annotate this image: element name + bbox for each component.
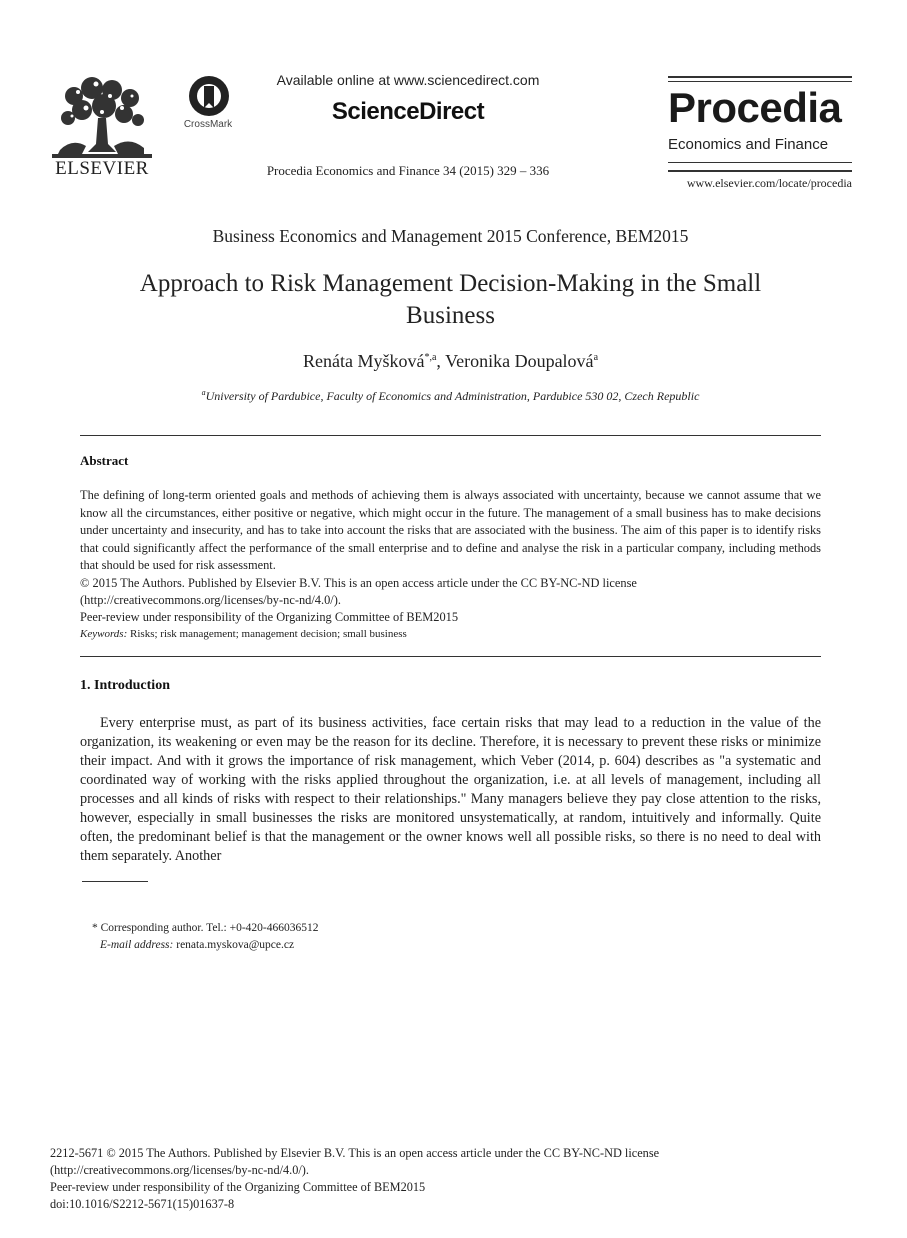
paper-title-line: Business	[406, 302, 495, 329]
affiliation-mark: a	[201, 388, 206, 397]
abstract-heading: Abstract	[80, 453, 129, 468]
keywords	[80, 626, 821, 643]
keywords-list: Risks; risk management; management decision; small business	[127, 628, 407, 640]
author-email	[100, 939, 294, 951]
email-address[interactable]: renata.myskova@upce.cz	[173, 939, 295, 951]
journal-citation: Procedia Economics and Finance 34 (2015) 329 – 336	[266, 163, 550, 178]
sciencedirect-brand[interactable]: ScienceDirect	[331, 98, 485, 125]
affiliation	[80, 388, 821, 404]
introduction-body: Every enterprise must, as part of its business activities, face certain risks that may lead to a reduction in the value of the organization, its weakening or even may be the reason for its decline. Therefore, it is necessary to prevent these risks or minimize their impact. And with it grows the importance of risk management, which Veber (2014, p. 604) describes as "a systematic and coordinated way of working with the risks applied throughout the organization, i.e. at all levels of management, including all processes and all kinds of risks with respect to their relationships." Many managers believe they pay close attention to the risks, however, especially in small businesses the risks are monitored unsystematically, at random, intuitively and informally. Quite often, the predominant belief is that the management or the owner knows well all possible risks, so there is no need to deal with them separately. Another	[80, 715, 821, 864]
procedia-divider	[668, 76, 852, 78]
keywords-label: Keywords:	[80, 628, 128, 640]
doi-link[interactable]: doi:10.1016/S2212-5671(15)01637-8	[50, 1197, 235, 1211]
section-heading-introduction: 1. Introduction	[80, 678, 170, 693]
procedia-divider	[668, 170, 852, 172]
publisher-name: ELSEVIER	[55, 158, 149, 179]
footer-license-link[interactable]: (http://creativecommons.org/licenses/by-nc-nd/4.0/).	[50, 1163, 309, 1177]
author-affiliation-mark: a	[593, 352, 599, 363]
procedia-divider	[668, 162, 852, 163]
available-online-text: Available online at www.sciencedirect.com	[276, 72, 540, 88]
abstract-body: The defining of long-term oriented goals and methods of achieving them is always associated with uncertainty, because we cannot assume that we know all the circumstances, either positive or negative, which might occur in the future. The management of a small business has to make decisions under uncertainty and insecurity, and has to take into account the risks that are associated with the business. The aim of this paper is to identify risks that could significantly affect the performance of the small enterprise and to define and analyse the risk in a particular company, including methods that should be used for risk assessment.	[80, 488, 821, 572]
copyright-notice: © 2015 The Authors. Published by Elsevier B.V. This is an open access article under the CC BY-NC-ND license	[80, 576, 637, 590]
paper-title-line: Approach to Risk Management Decision-Making in the Small	[139, 270, 762, 297]
peer-review-notice: Peer-review under responsibility of the Organizing Committee of BEM2015	[80, 610, 459, 624]
paper-title	[80, 268, 821, 332]
author-name: Renáta Myšková	[302, 351, 425, 371]
crossmark-label: CrossMark	[183, 119, 233, 130]
author-name: Veronika Doupalová	[445, 351, 594, 371]
abstract-bottom-divider	[80, 656, 821, 657]
license-link[interactable]: (http://creativecommons.org/licenses/by-nc-nd/4.0/).	[80, 593, 341, 607]
corresponding-author-note: * Corresponding author. Tel.: +0-420-466036512	[92, 922, 319, 934]
conference-name: Business Economics and Management 2015 Conference, BEM2015	[212, 226, 689, 246]
footnote-divider	[82, 881, 148, 882]
journal-subtitle: Economics and Finance	[668, 136, 829, 153]
journal-url-link[interactable]: www.elsevier.com/locate/procedia	[686, 176, 852, 190]
email-label: E-mail address:	[100, 939, 174, 951]
affiliation-text: University of Pardubice, Faculty of Economics and Administration, Pardubice 530 02, Czech Republic	[205, 389, 700, 403]
procedia-divider	[668, 81, 852, 82]
abstract-top-divider	[80, 435, 821, 436]
author-separator: ,	[436, 351, 446, 371]
issn-copyright-line: 2212-5671 © 2015 The Authors. Published by Elsevier B.V. This is an open access article under the CC BY-NC-ND license	[50, 1146, 660, 1160]
journal-brand: Procedia	[668, 84, 842, 131]
author-affiliation-mark: *,a	[424, 352, 437, 363]
footer-peer-review: Peer-review under responsibility of the Organizing Committee of BEM2015	[50, 1180, 426, 1194]
author-list	[80, 351, 821, 372]
